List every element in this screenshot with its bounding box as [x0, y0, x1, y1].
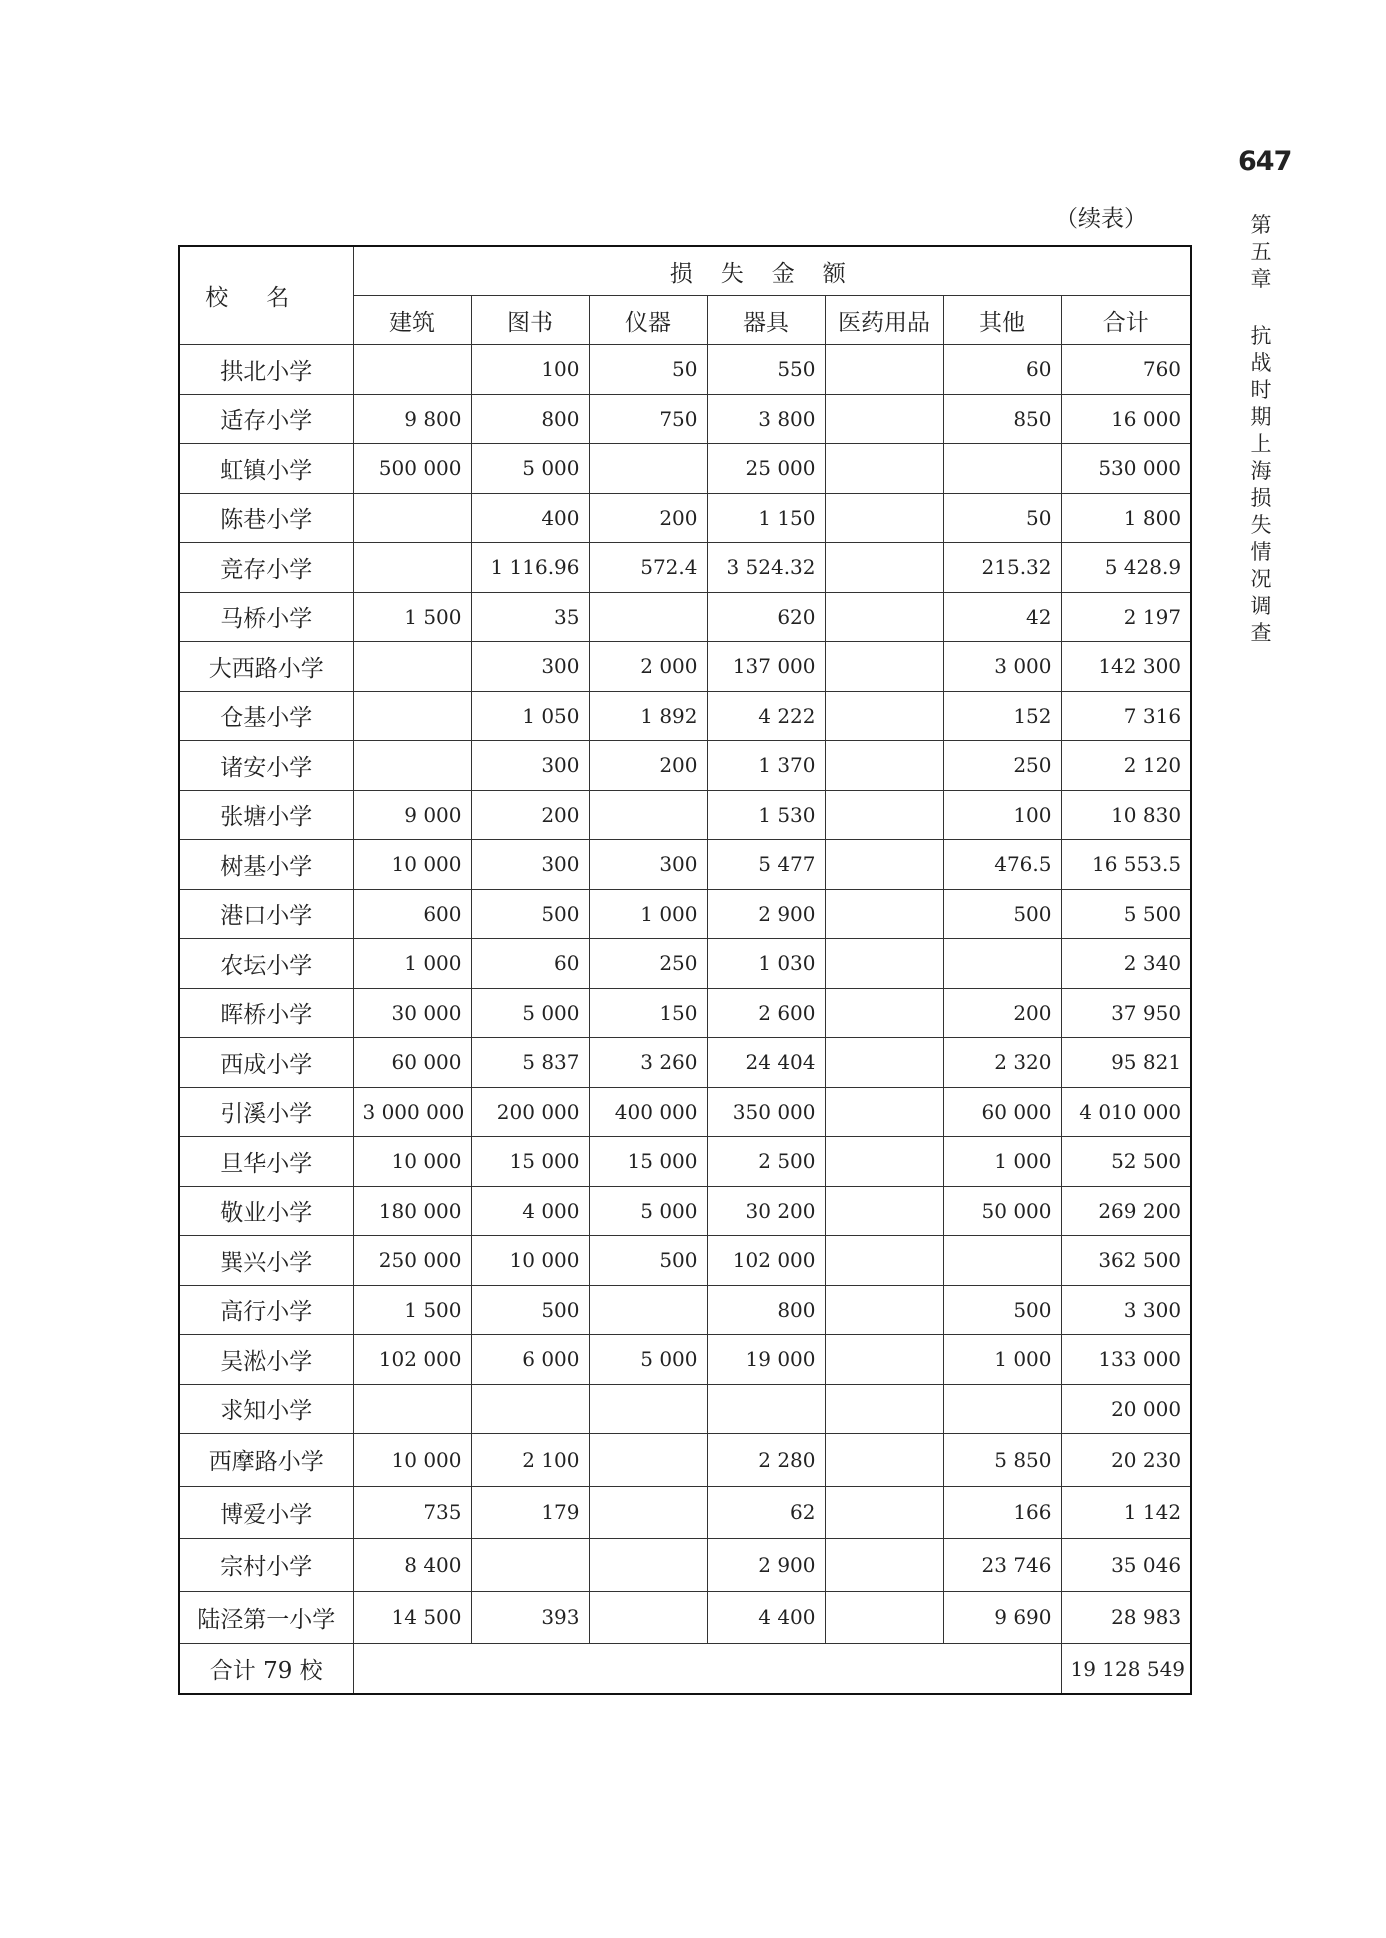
amount-cell: 35 046 [1061, 1539, 1191, 1592]
school-name-cell: 博爱小学 [179, 1486, 353, 1539]
loss-table [178, 245, 1192, 1695]
amount-cell: 10 000 [353, 840, 471, 890]
amount-cell: 1 000 [589, 889, 707, 939]
table-row [179, 1186, 1191, 1236]
amount-cell: 2 900 [707, 1539, 825, 1592]
amount-cell: 5 000 [471, 444, 589, 494]
amount-cell: 5 000 [471, 988, 589, 1038]
column-header: 合计 [1061, 296, 1191, 345]
amount-cell [589, 1591, 707, 1644]
amount-cell [353, 741, 471, 791]
table-row [179, 1591, 1191, 1644]
amount-cell: 250 [589, 939, 707, 989]
table-row [179, 1285, 1191, 1335]
amount-cell: 1 000 [353, 939, 471, 989]
running-head [1246, 212, 1276, 647]
amount-cell [825, 939, 943, 989]
amount-cell [353, 691, 471, 741]
amount-cell: 735 [353, 1486, 471, 1539]
amount-cell: 3 524.32 [707, 543, 825, 593]
amount-cell: 600 [353, 889, 471, 939]
amount-cell: 1 530 [707, 790, 825, 840]
amount-cell: 2 280 [707, 1434, 825, 1487]
amount-cell [825, 394, 943, 444]
loss-amount-header: 损失金额 [353, 246, 1191, 296]
amount-cell: 9 690 [943, 1591, 1061, 1644]
column-header: 其他 [943, 296, 1061, 345]
amount-cell [943, 444, 1061, 494]
amount-cell: 5 837 [471, 1038, 589, 1088]
amount-cell: 1 800 [1061, 493, 1191, 543]
table-row [179, 394, 1191, 444]
total-value: 19 128 549 [1061, 1644, 1191, 1695]
school-name-cell: 西摩路小学 [179, 1434, 353, 1487]
amount-cell: 530 000 [1061, 444, 1191, 494]
amount-cell: 2 500 [707, 1137, 825, 1187]
amount-cell: 152 [943, 691, 1061, 741]
table-row [179, 1434, 1191, 1487]
amount-cell: 200 [589, 741, 707, 791]
amount-cell [825, 889, 943, 939]
amount-cell: 4 222 [707, 691, 825, 741]
amount-cell: 1 000 [943, 1137, 1061, 1187]
amount-cell [471, 1539, 589, 1592]
amount-cell: 2 900 [707, 889, 825, 939]
running-head-title: 抗战时期上海损失情况调查 [1250, 324, 1272, 645]
amount-cell: 179 [471, 1486, 589, 1539]
amount-cell: 20 230 [1061, 1434, 1191, 1487]
amount-cell: 28 983 [1061, 1591, 1191, 1644]
school-name-cell: 敬业小学 [179, 1186, 353, 1236]
table-row [179, 592, 1191, 642]
amount-cell: 95 821 [1061, 1038, 1191, 1088]
table-row [179, 840, 1191, 890]
amount-cell [589, 1486, 707, 1539]
school-name-cell: 求知小学 [179, 1384, 353, 1434]
amount-cell [589, 444, 707, 494]
school-name-cell: 拱北小学 [179, 345, 353, 395]
amount-cell: 2 320 [943, 1038, 1061, 1088]
amount-cell: 1 142 [1061, 1486, 1191, 1539]
school-name-cell: 陆泾第一小学 [179, 1591, 353, 1644]
amount-cell: 5 428.9 [1061, 543, 1191, 593]
table-row [179, 345, 1191, 395]
amount-cell: 393 [471, 1591, 589, 1644]
school-name-cell: 农坛小学 [179, 939, 353, 989]
table-row [179, 543, 1191, 593]
amount-cell: 16 000 [1061, 394, 1191, 444]
amount-cell: 362 500 [1061, 1236, 1191, 1286]
amount-cell [825, 1539, 943, 1592]
amount-cell: 133 000 [1061, 1335, 1191, 1385]
table-row [179, 988, 1191, 1038]
amount-cell [825, 840, 943, 890]
school-name-cell: 港口小学 [179, 889, 353, 939]
table-row [179, 1137, 1191, 1187]
amount-cell: 3 300 [1061, 1285, 1191, 1335]
total-label: 合计 79 校 [179, 1644, 353, 1695]
amount-cell: 2 600 [707, 988, 825, 1038]
amount-cell: 760 [1061, 345, 1191, 395]
column-header: 仪器 [589, 296, 707, 345]
school-name-cell: 旦华小学 [179, 1137, 353, 1187]
amount-cell: 500 [943, 1285, 1061, 1335]
school-name-cell: 适存小学 [179, 394, 353, 444]
amount-cell [707, 1384, 825, 1434]
amount-cell: 60 [471, 939, 589, 989]
amount-cell [589, 1285, 707, 1335]
amount-cell [353, 543, 471, 593]
amount-cell: 15 000 [589, 1137, 707, 1187]
school-name-cell: 张塘小学 [179, 790, 353, 840]
amount-cell: 14 500 [353, 1591, 471, 1644]
table-row [179, 790, 1191, 840]
amount-cell: 500 [471, 1285, 589, 1335]
column-header: 器具 [707, 296, 825, 345]
amount-cell: 8 400 [353, 1539, 471, 1592]
amount-cell: 10 000 [471, 1236, 589, 1286]
amount-cell [825, 1434, 943, 1487]
amount-cell [943, 1384, 1061, 1434]
amount-cell: 500 000 [353, 444, 471, 494]
amount-cell [589, 1384, 707, 1434]
amount-cell: 200 [943, 988, 1061, 1038]
table-row [179, 1539, 1191, 1592]
amount-cell [825, 1591, 943, 1644]
amount-cell: 215.32 [943, 543, 1061, 593]
amount-cell: 800 [707, 1285, 825, 1335]
amount-cell: 6 000 [471, 1335, 589, 1385]
amount-cell: 25 000 [707, 444, 825, 494]
amount-cell: 350 000 [707, 1087, 825, 1137]
amount-cell: 1 030 [707, 939, 825, 989]
amount-cell [825, 345, 943, 395]
amount-cell [353, 642, 471, 692]
amount-cell: 50 000 [943, 1186, 1061, 1236]
amount-cell: 500 [589, 1236, 707, 1286]
amount-cell: 100 [943, 790, 1061, 840]
amount-cell: 300 [589, 840, 707, 890]
amount-cell: 1 370 [707, 741, 825, 791]
amount-cell: 1 000 [943, 1335, 1061, 1385]
amount-cell: 10 000 [353, 1434, 471, 1487]
amount-cell: 1 500 [353, 1285, 471, 1335]
school-name-cell: 竞存小学 [179, 543, 353, 593]
amount-cell: 3 800 [707, 394, 825, 444]
amount-cell [825, 1486, 943, 1539]
amount-cell: 3 000 000 [353, 1087, 471, 1137]
school-name-cell: 马桥小学 [179, 592, 353, 642]
amount-cell [825, 642, 943, 692]
school-name-cell: 吴淞小学 [179, 1335, 353, 1385]
amount-cell: 35 [471, 592, 589, 642]
amount-cell: 4 000 [471, 1186, 589, 1236]
table-row [179, 1038, 1191, 1088]
amount-cell: 24 404 [707, 1038, 825, 1088]
table-row [179, 889, 1191, 939]
amount-cell [825, 1335, 943, 1385]
amount-cell [589, 1434, 707, 1487]
table-row [179, 444, 1191, 494]
table-row [179, 1236, 1191, 1286]
amount-cell: 250 [943, 741, 1061, 791]
amount-cell: 9 000 [353, 790, 471, 840]
amount-cell: 5 000 [589, 1335, 707, 1385]
amount-cell: 2 120 [1061, 741, 1191, 791]
amount-cell: 500 [943, 889, 1061, 939]
amount-cell: 2 100 [471, 1434, 589, 1487]
column-header: 建筑 [353, 296, 471, 345]
amount-cell: 300 [471, 642, 589, 692]
table-row [179, 691, 1191, 741]
amount-cell: 400 000 [589, 1087, 707, 1137]
total-empty-cell [353, 1644, 1061, 1695]
school-name-cell: 西成小学 [179, 1038, 353, 1088]
running-head-chapter: 第五章 [1250, 213, 1272, 291]
amount-cell: 10 830 [1061, 790, 1191, 840]
amount-cell: 5 850 [943, 1434, 1061, 1487]
amount-cell [353, 493, 471, 543]
table-row [179, 493, 1191, 543]
amount-cell: 250 000 [353, 1236, 471, 1286]
amount-cell: 30 200 [707, 1186, 825, 1236]
amount-cell [825, 592, 943, 642]
column-header: 图书 [471, 296, 589, 345]
amount-cell: 750 [589, 394, 707, 444]
amount-cell: 850 [943, 394, 1061, 444]
amount-cell [825, 1285, 943, 1335]
amount-cell: 4 010 000 [1061, 1087, 1191, 1137]
amount-cell: 1 116.96 [471, 543, 589, 593]
amount-cell [825, 1087, 943, 1137]
table-row [179, 1486, 1191, 1539]
amount-cell: 400 [471, 493, 589, 543]
amount-cell: 42 [943, 592, 1061, 642]
school-name-cell: 晖桥小学 [179, 988, 353, 1038]
amount-cell: 500 [471, 889, 589, 939]
column-header: 医药用品 [825, 296, 943, 345]
amount-cell: 550 [707, 345, 825, 395]
amount-cell: 60 000 [943, 1087, 1061, 1137]
amount-cell: 5 477 [707, 840, 825, 890]
amount-cell: 269 200 [1061, 1186, 1191, 1236]
amount-cell: 1 500 [353, 592, 471, 642]
amount-cell [943, 939, 1061, 989]
amount-cell: 300 [471, 741, 589, 791]
amount-cell: 1 050 [471, 691, 589, 741]
amount-cell: 102 000 [353, 1335, 471, 1385]
amount-cell: 200 000 [471, 1087, 589, 1137]
amount-cell: 60 000 [353, 1038, 471, 1088]
amount-cell [825, 1137, 943, 1187]
amount-cell: 200 [471, 790, 589, 840]
amount-cell: 476.5 [943, 840, 1061, 890]
amount-cell: 200 [589, 493, 707, 543]
amount-cell [589, 790, 707, 840]
amount-cell [943, 1236, 1061, 1286]
amount-cell: 19 000 [707, 1335, 825, 1385]
amount-cell [825, 1186, 943, 1236]
amount-cell [825, 1384, 943, 1434]
amount-cell: 4 400 [707, 1591, 825, 1644]
school-name-cell: 仓基小学 [179, 691, 353, 741]
table-body [179, 345, 1191, 1695]
continued-label: （续表） [1055, 206, 1147, 232]
amount-cell [825, 691, 943, 741]
amount-cell: 15 000 [471, 1137, 589, 1187]
school-name-cell: 巽兴小学 [179, 1236, 353, 1286]
amount-cell: 62 [707, 1486, 825, 1539]
table-row [179, 642, 1191, 692]
amount-cell: 1 892 [589, 691, 707, 741]
amount-cell: 9 800 [353, 394, 471, 444]
amount-cell [825, 790, 943, 840]
amount-cell: 2 197 [1061, 592, 1191, 642]
amount-cell: 800 [471, 394, 589, 444]
amount-cell [353, 1384, 471, 1434]
amount-cell: 3 000 [943, 642, 1061, 692]
amount-cell: 20 000 [1061, 1384, 1191, 1434]
table-row [179, 1384, 1191, 1434]
amount-cell: 3 260 [589, 1038, 707, 1088]
school-name-cell: 虹镇小学 [179, 444, 353, 494]
amount-cell [353, 345, 471, 395]
amount-cell [825, 543, 943, 593]
school-name-header: 校名 [179, 246, 353, 345]
amount-cell [825, 988, 943, 1038]
amount-cell: 16 553.5 [1061, 840, 1191, 890]
total-row [179, 1644, 1191, 1695]
amount-cell: 2 000 [589, 642, 707, 692]
amount-cell: 50 [589, 345, 707, 395]
table-row [179, 939, 1191, 989]
amount-cell: 1 150 [707, 493, 825, 543]
amount-cell: 10 000 [353, 1137, 471, 1187]
amount-cell: 23 746 [943, 1539, 1061, 1592]
amount-cell: 2 340 [1061, 939, 1191, 989]
amount-cell: 30 000 [353, 988, 471, 1038]
amount-cell: 5 000 [589, 1186, 707, 1236]
amount-cell [471, 1384, 589, 1434]
amount-cell [825, 493, 943, 543]
school-name-cell: 大西路小学 [179, 642, 353, 692]
amount-cell: 102 000 [707, 1236, 825, 1286]
amount-cell [825, 741, 943, 791]
school-name-cell: 诸安小学 [179, 741, 353, 791]
amount-cell: 166 [943, 1486, 1061, 1539]
amount-cell [825, 1236, 943, 1286]
school-name-cell: 陈巷小学 [179, 493, 353, 543]
amount-cell: 50 [943, 493, 1061, 543]
amount-cell [825, 1038, 943, 1088]
amount-cell: 60 [943, 345, 1061, 395]
school-name-cell: 高行小学 [179, 1285, 353, 1335]
school-name-cell: 树基小学 [179, 840, 353, 890]
amount-cell [589, 592, 707, 642]
school-name-cell: 引溪小学 [179, 1087, 353, 1137]
amount-cell [589, 1539, 707, 1592]
table-row [179, 741, 1191, 791]
amount-cell [825, 444, 943, 494]
amount-cell: 142 300 [1061, 642, 1191, 692]
page-number: 647 [1238, 146, 1292, 177]
amount-cell: 572.4 [589, 543, 707, 593]
amount-cell: 620 [707, 592, 825, 642]
school-name-cell: 宗村小学 [179, 1539, 353, 1592]
amount-cell: 100 [471, 345, 589, 395]
amount-cell: 52 500 [1061, 1137, 1191, 1187]
amount-cell: 180 000 [353, 1186, 471, 1236]
amount-cell: 137 000 [707, 642, 825, 692]
table-row [179, 1087, 1191, 1137]
amount-cell: 7 316 [1061, 691, 1191, 741]
amount-cell: 37 950 [1061, 988, 1191, 1038]
table-row [179, 1335, 1191, 1385]
amount-cell: 5 500 [1061, 889, 1191, 939]
amount-cell: 150 [589, 988, 707, 1038]
amount-cell: 300 [471, 840, 589, 890]
